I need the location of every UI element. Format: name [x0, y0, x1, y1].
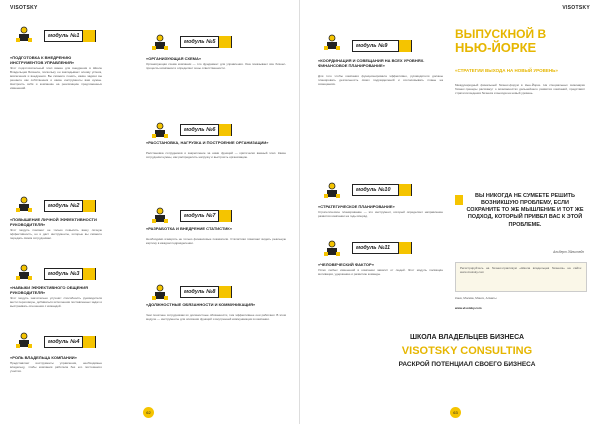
- brand-logo-text: VISOTSKY CONSULTING: [401, 345, 533, 357]
- module-badge-accent: [218, 124, 231, 136]
- module-icon: [322, 32, 342, 52]
- module-text: Успех любых изменений в компании зависит от людей. Этот модуль посвящён мотивации, удержанию и развитию команды.: [318, 268, 443, 277]
- module-badge-accent: [218, 210, 231, 222]
- module-badge: [44, 200, 96, 212]
- module-icon: [14, 262, 34, 282]
- module-badge: [180, 210, 232, 222]
- module-badge: [352, 184, 412, 196]
- module-text: Расстановка сотрудников и закрепление за ними функций — критически важный этап. Какие сотрудники нужны, как распределить нагрузку и выстроить организацию.: [146, 151, 286, 160]
- module-badge-accent: [218, 36, 231, 48]
- module-text: Представляет инструменты управления, необходимые владельцу, чтобы компания работала без его постоянного участия.: [10, 361, 102, 374]
- heading-line-2: НЬЮ-ЙОРКЕ: [455, 40, 537, 56]
- left-brand: VISOTSKY: [10, 5, 38, 11]
- module-badge: [352, 40, 412, 52]
- module-label: модуль №2: [48, 203, 80, 209]
- module-title: «ПОВЫШЕНИЕ ЛИЧНОЙ ЭФФЕКТИВНОСТИ РУКОВОДИТЕЛЯ»: [10, 217, 97, 227]
- module-badge: [180, 124, 232, 136]
- module-title: «ДОЛЖНОСТНЫЕ ОБЯЗАННОСТИ И КОММУНИКАЦИЯ»: [146, 302, 256, 307]
- module-label: модуль №1: [48, 33, 80, 39]
- exit-strategy-title: «СТРАТЕГИИ ВЫХОДА НА НОВЫЙ УРОВЕНЬ»: [455, 68, 558, 73]
- module-title: «СТРАТЕГИЧЕСКОЕ ПЛАНИРОВАНИЕ»: [318, 204, 395, 209]
- quote-text: ВЫ НИКОГДА НЕ СУМЕЕТЕ РЕШИТЬ ВОЗНИКШУЮ ПРОБЛЕМУ, ЕСЛИ СОХРАНИТЕ ТО ЖЕ МЫШЛЕНИЕ И ТОТ ЖЕ ПОДХОД, КОТОРЫЙ ПРИВЕЛ ВАС К ЭТОЙ ПРОБЛЕМЕ.: [466, 193, 584, 228]
- quote-author: Альберт Эйнштейн: [553, 250, 584, 254]
- module-badge-accent: [398, 40, 411, 52]
- module-badge: [180, 286, 232, 298]
- module-icon: [14, 24, 34, 44]
- module-label: модуль №7: [184, 213, 216, 219]
- module-label: модуль №4: [48, 339, 80, 345]
- cities-text: Киев, Москва, Минск, Алматы: [455, 296, 497, 300]
- info-text: Регистрируйтесь на бизнес-практикум «Школа владельцев бизнеса» на сайте: www.visotsky.com: [460, 266, 582, 275]
- module-badge-accent: [398, 184, 411, 196]
- exit-strategy-text: Международный финальный бизнес-форум в Нью-Йорке. На специальных семинарах бизнес-тренеры расскажут о возможностях дальнейшего развития компаний, представят стратегии ведения бизнеса и выхода на новый уровень.: [455, 83, 585, 96]
- module-text: Чем понятнее сотрудникам их должностные обязанности, тем эффективнее они работают. В этом модуле — инструменты для описания функций и внутренней коммуникации в компании.: [146, 313, 286, 322]
- module-badge: [44, 30, 96, 42]
- module-label: модуль №11: [356, 245, 391, 251]
- module-title: «РАЗРАБОТКА И ВНЕДРЕНИЕ СТАТИСТИК»: [146, 226, 232, 231]
- module-icon: [14, 194, 34, 214]
- module-icon: [322, 180, 342, 200]
- module-title: «ОРГАНИЗУЮЩАЯ СХЕМА»: [146, 56, 202, 61]
- module-text: Этот подготовительный этап важен для внедрения в Школе Владельцев Бизнеса, поскольку он закладывает основу успеха, вовлечения и внедрения. Вы сможете понять, какие задачи вы решаете как собственник и какие инструменты вам нужны. Настроить себя и компанию на реализацию предложенных изменений.: [10, 66, 102, 91]
- module-text: Необходимо измерять не только финансовые показатели. Статистики помогают видеть реальную картину в каждом подразделении.: [146, 237, 286, 246]
- module-text: Для того чтобы компания функционировала эффективно, руководители должны планировать деятельность своих подразделений и согласовывать планы на совещаниях.: [318, 74, 443, 87]
- website-link[interactable]: www.visotsky.com: [455, 306, 482, 310]
- module-icon: [150, 205, 170, 225]
- module-text: Стратегическое планирование — это инструмент, который определяет направление развития компании на годы вперёд.: [318, 210, 443, 219]
- module-icon: [150, 282, 170, 302]
- module-title: «НАВЫКИ ЭФФЕКТИВНОГО ОБЩЕНИЯ РУКОВОДИТЕЛЯ»: [10, 285, 89, 295]
- module-text: Организующая схема компании — это фундамент для управления. Она показывает все бизнес-процессы компании и определяет зоны ответственности.: [146, 62, 286, 71]
- module-label: модуль №10: [356, 187, 391, 193]
- module-icon: [150, 120, 170, 140]
- module-icon: [14, 330, 34, 350]
- module-icon: [322, 238, 342, 258]
- module-title: «ЧЕЛОВЕЧЕСКИЙ ФАКТОР»: [318, 262, 374, 267]
- module-badge-accent: [82, 200, 95, 212]
- module-text: Этот модуль поможет не только повысить вашу личную эффективность, но и даст инструменты, которые вы сможете передать своим сотрудникам.: [10, 228, 102, 241]
- graduation-heading: [455, 28, 585, 55]
- left-page-number: 62: [143, 407, 154, 418]
- module-badge-accent: [82, 268, 95, 280]
- module-title: «РАССТАНОВКА, НАГРУЗКА И ПОСТРОЕНИЕ ОРГАНИЗАЦИИ»: [146, 140, 269, 145]
- heading-line-1: ВЫПУСКНОЙ В: [455, 27, 547, 41]
- module-icon: [150, 32, 170, 52]
- module-label: модуль №6: [184, 127, 216, 133]
- module-text: Этот модуль значительно улучшит способность руководителя вести переговоры, добиваться исполнения поставленных задач и выстраивать отношения с командой.: [10, 296, 102, 309]
- module-badge: [44, 268, 96, 280]
- module-label: модуль №3: [48, 271, 80, 277]
- right-brand: VISOTSKY: [562, 5, 590, 11]
- quote-mark-icon: [455, 195, 463, 205]
- slogan: РАСКРОЙ ПОТЕНЦИАЛ СВОЕГО БИЗНЕСА: [398, 361, 536, 368]
- module-title: «КООРДИНАЦИЯ И СОВЕЩАНИЯ НА ВСЕХ УРОВНЯХ. ФИНАНСОВОЕ ПЛАНИРОВАНИЕ»: [318, 58, 425, 68]
- module-title: «РОЛЬ ВЛАДЕЛЬЦА КОМПАНИИ»: [10, 355, 77, 360]
- module-badge-accent: [398, 242, 411, 254]
- module-title: «ПОДГОТОВКА К ВНЕДРЕНИЮ ИНСТРУМЕНТОВ УПРАВЛЕНИЯ»: [10, 55, 75, 65]
- school-line: ШКОЛА ВЛАДЕЛЬЦЕВ БИЗНЕСА: [409, 334, 525, 341]
- module-badge-accent: [82, 336, 95, 348]
- module-label: модуль №9: [356, 43, 388, 49]
- module-badge: [44, 336, 96, 348]
- module-label: модуль №5: [184, 39, 216, 45]
- module-badge: [180, 36, 232, 48]
- module-label: модуль №8: [184, 289, 216, 295]
- module-badge-accent: [82, 30, 95, 42]
- page-divider: [299, 0, 300, 424]
- module-badge-accent: [218, 286, 231, 298]
- module-badge: [352, 242, 412, 254]
- right-page-number: 63: [450, 407, 461, 418]
